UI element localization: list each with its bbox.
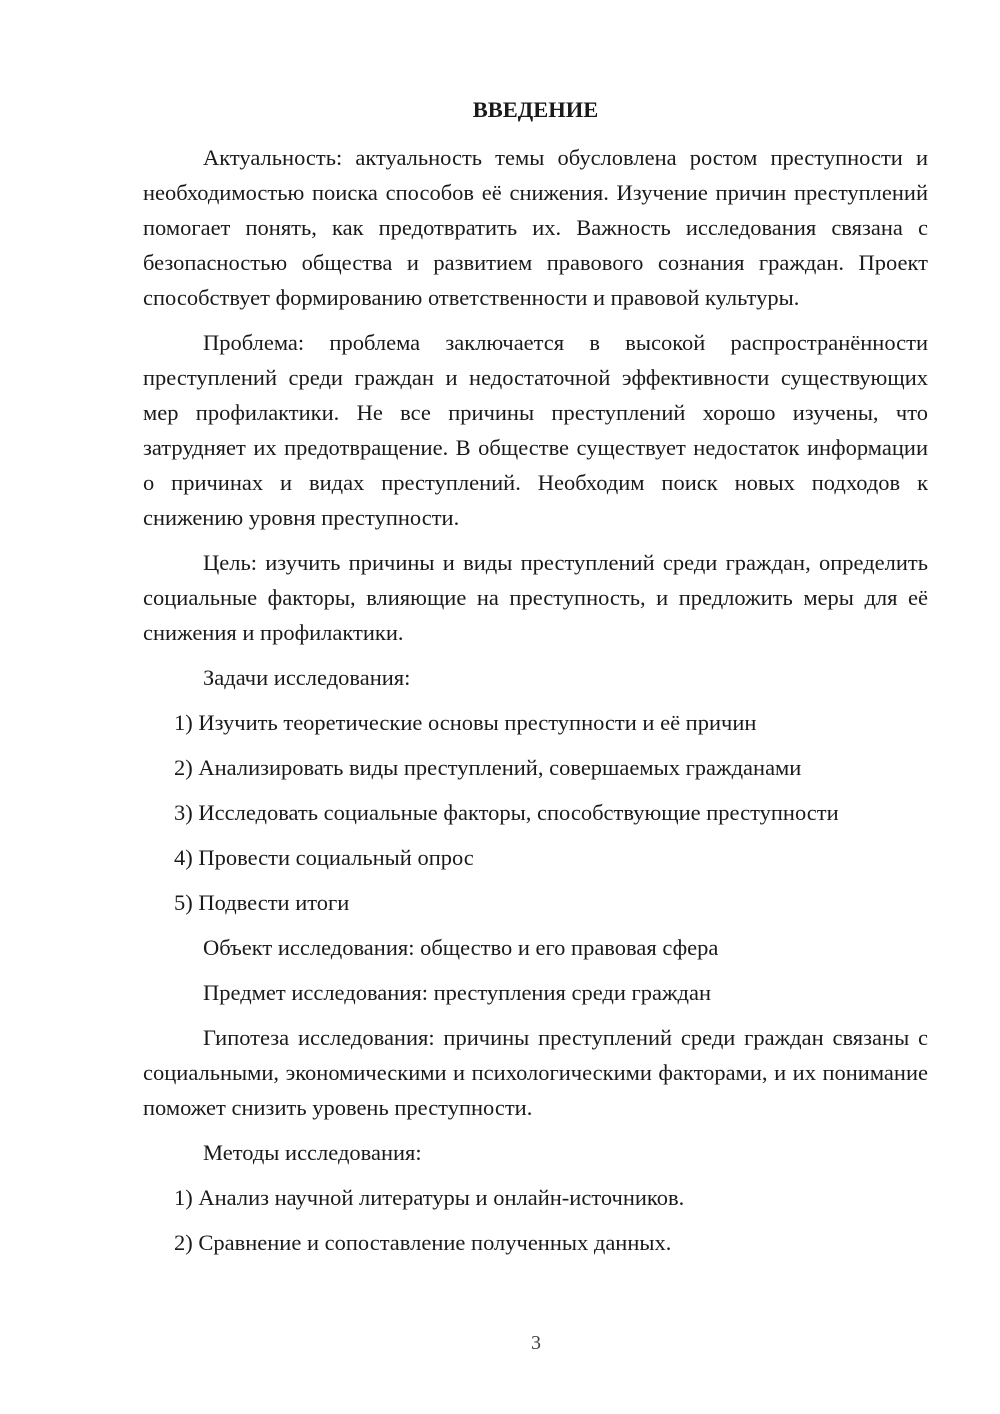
tasks-heading: Задачи исследования: [203, 665, 411, 690]
page-number: 3 [531, 1332, 541, 1354]
page-content [143, 92, 928, 1270]
goal-paragraph: Цель: изучить причины и виды преступлений среди граждан, определить социальные факторы, влияющие на преступность, и предложить меры для её снижения и профилактики. [143, 550, 928, 645]
hypothesis-paragraph: Гипотеза исследования: причины преступлений среди граждан связаны с социальными, экономическими и психологическими факторами, и их понимание поможет снизить уровень преступности. [143, 1025, 928, 1120]
task-item: 5) Подвести итоги [174, 890, 350, 915]
relevance-paragraph: Актуальность: актуальность темы обусловлена ростом преступности и необходимостью поиска способов её снижения. Изучение причин преступлений помогает понять, как предотвратить их. Важность исследования связана с безопасностью общества и развитием правового сознания граждан. Проект способствует формированию ответственности и правовой культуры. [143, 145, 928, 310]
methods-heading: Методы исследования: [203, 1140, 422, 1165]
task-item: 2) Анализировать виды преступлений, совершаемых гражданами [174, 755, 802, 780]
research-subject: Предмет исследования: преступления среди граждан [203, 980, 712, 1005]
section-title: ВВЕДЕНИЕ [472, 97, 599, 122]
task-item: 4) Провести социальный опрос [174, 845, 474, 870]
method-item: 1) Анализ научной литературы и онлайн-источников. [174, 1185, 685, 1210]
problem-paragraph: Проблема: проблема заключается в высокой распространённости преступлений среди граждан и недостаточной эффективности существующих мер профилактики. Не все причины преступлений хорошо изучены, что затрудняет их предотвращение. В обществе существует недостаток информации о причинах и видах преступлений. Необходим поиск новых подходов к снижению уровня преступности. [143, 330, 928, 530]
research-object: Объект исследования: общество и его правовая сфера [203, 935, 719, 960]
task-item: 1) Изучить теоретические основы преступности и её причин [174, 710, 757, 735]
task-item: 3) Исследовать социальные факторы, способствующие преступности [174, 800, 839, 825]
method-item: 2) Сравнение и сопоставление полученных данных. [174, 1230, 672, 1255]
